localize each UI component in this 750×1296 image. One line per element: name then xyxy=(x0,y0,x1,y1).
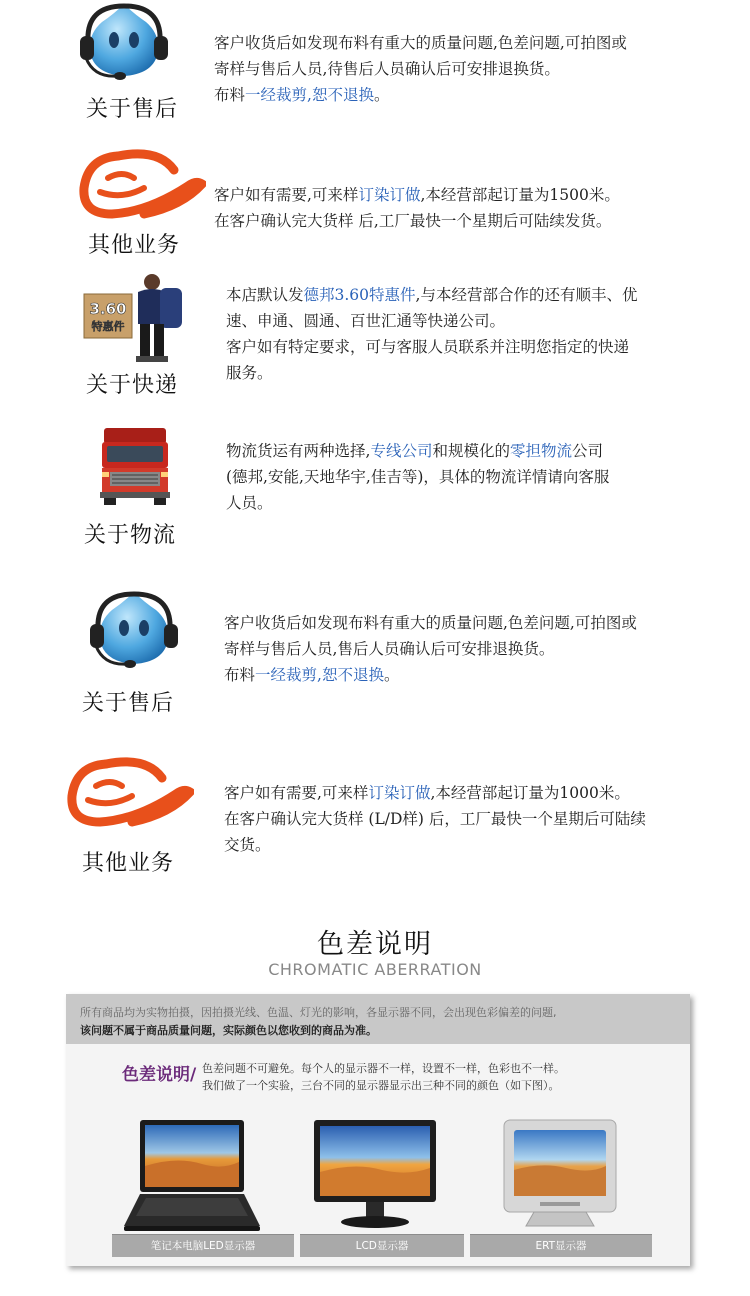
text-segment: 客户收货后如发现布料有重大的质量问题,色差问题,可拍图或 xyxy=(224,614,637,632)
lcd-caption: LCD显示器 xyxy=(300,1234,464,1257)
box-label-tehui: 特惠件 xyxy=(91,320,125,333)
section-text xyxy=(224,610,637,688)
section-text-line xyxy=(224,780,646,806)
text-segment: 布料 xyxy=(214,86,246,104)
chromatic-notice xyxy=(66,994,690,1044)
section-label: 其他业务 xyxy=(88,233,181,258)
chromatic-desc-line1: 色差问题不可避免。每个人的显示器不一样，设置不一样，色彩也不一样。 xyxy=(202,1062,565,1075)
section-text xyxy=(214,182,620,234)
text-segment: 物流货运有两种选择, xyxy=(226,442,371,460)
section-text-line xyxy=(226,360,637,386)
alibaba-logo-icon xyxy=(66,756,194,832)
text-segment: 寄样与售后人员,售后人员确认后可安排退换货。 xyxy=(224,640,555,658)
highlight-text: 专线公司 xyxy=(370,442,433,460)
text-segment: 人员。 xyxy=(226,494,273,512)
highlight-text: 德邦3.60特惠件 xyxy=(303,286,416,304)
text-segment: ,本经营部起订量为1000米。 xyxy=(430,784,630,802)
chromatic-tag: 色差说明/ xyxy=(122,1065,197,1085)
text-segment: 服务。 xyxy=(226,364,273,382)
section-label: 关于物流 xyxy=(84,523,177,548)
text-segment: ,本经营部起订量为1500米。 xyxy=(420,186,620,204)
chromatic-panel xyxy=(66,994,690,1266)
chromatic-notice-line2: 该问题不属于商品质量问题，实际颜色以您收到的商品为准。 xyxy=(80,1024,377,1037)
section-label: 其他业务 xyxy=(82,851,175,876)
section-text xyxy=(226,282,637,386)
lcd-monitor-icon xyxy=(310,1118,440,1234)
section-text-line xyxy=(226,490,609,516)
section-label: 关于售后 xyxy=(82,691,175,716)
section-text xyxy=(226,438,609,516)
section-text-line xyxy=(214,56,627,82)
text-segment: 客户如有特定要求，可与客服人员联系并注明您指定的快递 xyxy=(226,338,630,356)
text-segment: 。 xyxy=(373,86,390,104)
box-label-360: 3.60 xyxy=(89,300,127,318)
courier-box-icon xyxy=(82,272,192,368)
section-text-line xyxy=(224,636,637,662)
truck-icon xyxy=(98,426,172,510)
chromatic-notice-line1: 所有商品均为实物拍摄，因拍摄光线、色温、灯光的影响，各显示器不同，会出现色彩偏差的问题, xyxy=(80,1006,557,1019)
highlight-text: 订染订做 xyxy=(358,186,421,204)
text-segment: 布料 xyxy=(224,666,256,684)
info-section-6 xyxy=(0,756,750,906)
text-segment: 寄样与售后人员,待售后人员确认后可安排退换货。 xyxy=(214,60,560,78)
highlight-text: 一经裁剪,恕不退换 xyxy=(255,666,384,684)
section-text-line xyxy=(226,464,609,490)
text-segment: 公司 xyxy=(571,442,603,460)
section-text-line xyxy=(214,30,627,56)
section-text-line xyxy=(224,662,637,688)
text-segment: 速、申通、圆通、百世汇通等快递公司。 xyxy=(226,312,506,330)
section-text xyxy=(224,780,646,858)
info-section-1 xyxy=(0,0,750,150)
section-text-line xyxy=(226,334,637,360)
highlight-text: 零担物流 xyxy=(509,442,572,460)
highlight-text: 订染订做 xyxy=(368,784,431,802)
text-segment: 客户如有需要,可来样 xyxy=(224,784,369,802)
laptop-monitor-icon xyxy=(122,1118,262,1234)
crt-caption: ERT显示器 xyxy=(470,1234,652,1257)
text-segment: 。 xyxy=(383,666,400,684)
text-segment: 本店默认发 xyxy=(226,286,304,304)
section-text-line xyxy=(224,610,637,636)
text-segment: 客户如有需要,可来样 xyxy=(214,186,359,204)
info-section-3 xyxy=(0,272,750,422)
chromatic-subtitle: CHROMATIC ABERRATION xyxy=(268,960,482,979)
text-segment: 在客户确认完大货样 (L/D样) 后，工厂最快一个星期后可陆续 xyxy=(224,810,646,828)
headset-mascot-icon xyxy=(84,588,184,680)
section-text-line xyxy=(214,82,627,108)
text-segment: (德邦,安能,天地华宇,佳吉等)，具体的物流详情请向客服 xyxy=(226,468,610,486)
section-text-line xyxy=(214,182,620,208)
chromatic-title: 色差说明 xyxy=(317,929,433,960)
text-segment: ,与本经营部合作的还有顺丰、优 xyxy=(415,286,638,304)
section-text-line xyxy=(226,438,609,464)
section-text-line xyxy=(214,208,620,234)
section-text xyxy=(214,30,627,108)
section-text-line xyxy=(226,282,637,308)
chromatic-description xyxy=(202,1060,565,1094)
headset-mascot-icon xyxy=(74,0,174,92)
section-text-line xyxy=(226,308,637,334)
info-section-4 xyxy=(0,426,750,576)
section-label: 关于售后 xyxy=(86,97,179,122)
text-segment: 交货。 xyxy=(224,836,271,854)
text-segment: 客户收货后如发现布料有重大的质量问题,色差问题,可拍图或 xyxy=(214,34,627,52)
section-label: 关于快递 xyxy=(86,373,179,398)
highlight-text: 一经裁剪,恕不退换 xyxy=(245,86,374,104)
chromatic-desc-line2: 我们做了一个实验，三台不同的显示器显示出三种不同的颜色（如下图）。 xyxy=(202,1079,560,1092)
info-section-5 xyxy=(0,588,750,738)
crt-monitor-icon xyxy=(500,1118,620,1234)
text-segment: 和规模化的 xyxy=(432,442,510,460)
section-text-line xyxy=(224,806,646,832)
alibaba-logo-icon xyxy=(78,148,206,224)
text-segment: 在客户确认完大货样 后,工厂最快一个星期后可陆续发货。 xyxy=(214,212,612,230)
laptop-caption: 笔记本电脑LED显示器 xyxy=(112,1234,294,1257)
section-text-line xyxy=(224,832,646,858)
